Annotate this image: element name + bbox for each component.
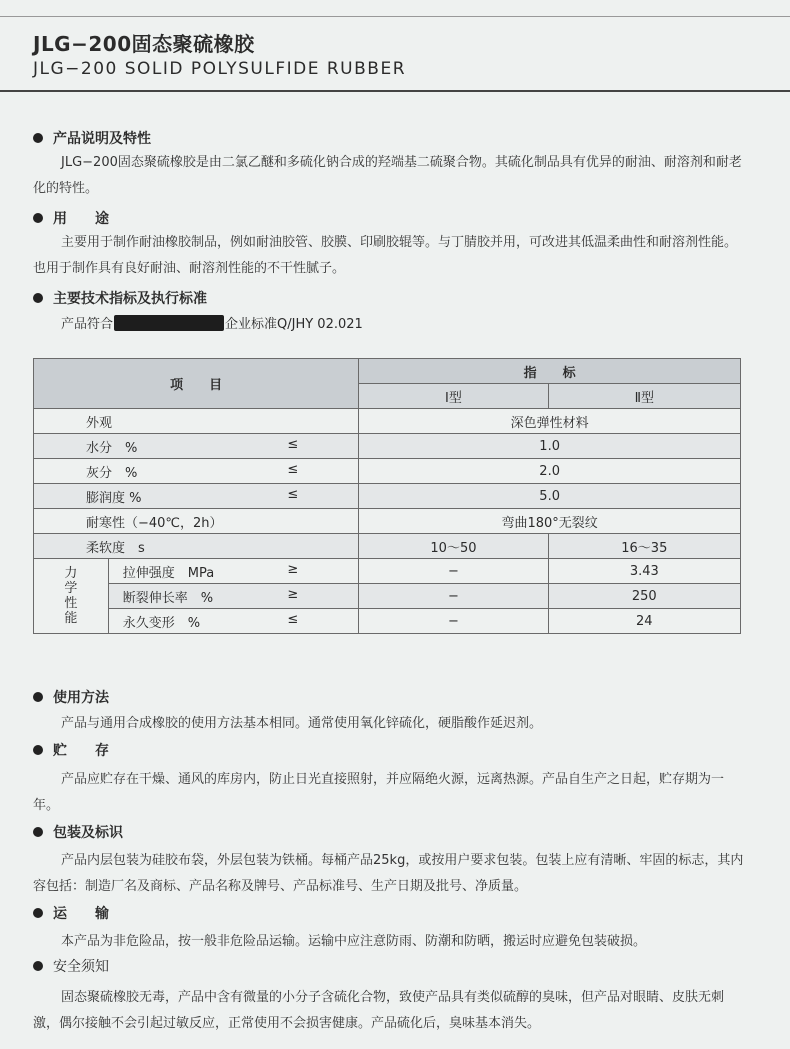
table-row: 灰分 % ≤ 2.0: [34, 459, 741, 484]
bullet-icon: [33, 692, 43, 702]
table-row: 水分 % ≤ 1.0: [34, 434, 741, 459]
section-use-heading: 用 途: [33, 208, 109, 228]
spec-table: [33, 358, 741, 634]
section-desc-text: JLG−200固态聚硫橡胶是由二氯乙醚和多硫化钠合成的羟端基二硫聚合物。其硫化制品具有优异的耐油、耐溶剂和耐老化的特性。: [33, 155, 742, 196]
head-type1: Ⅰ型: [359, 384, 548, 409]
section-desc-heading: 产品说明及特性: [33, 128, 151, 148]
table-row: 永久变形 % ≤ − 24: [34, 609, 741, 634]
section-package-text: 产品内层包装为硅胶布袋，外层包装为铁桶。每桶产品25kg，或按用户要求包装。包装上应有清晰、牢固的标志，其内容包括：制造厂名及商标、产品名称及牌号、产品标准号、生产日期及批号、净质量。: [33, 853, 744, 894]
table-row: 外观 深色弹性材料: [34, 409, 741, 434]
bullet-icon: [33, 293, 43, 303]
standard-line: 产品符合 企业标准Q/JHY 02.021: [61, 313, 363, 332]
bullet-icon: [33, 213, 43, 223]
section-safety-text: 固态聚硫橡胶无毒，产品中含有微量的小分子含硫化合物，致使产品具有类似硫醇的臭味，但产品对眼睛、皮肤无刺激，偶尔接触不会引起过敏反应，正常使用不会损害健康。产品硫化后，臭味基本消失。: [33, 990, 725, 1031]
title-english: JLG−200 SOLID POLYSULFIDE RUBBER: [33, 59, 407, 79]
bullet-icon: [33, 827, 43, 837]
bullet-icon: [33, 961, 43, 971]
section-package-heading: 包装及标识: [33, 822, 123, 842]
section-use-text: 主要用于制作耐油橡胶制品，例如耐油胶管、胶膜、印刷胶辊等。与丁腈胶并用，可改进其低温柔曲性和耐溶剂性能。也用于制作具有良好耐油、耐溶剂性能的不干性腻子。: [33, 235, 738, 276]
top-rule: [0, 16, 790, 17]
section-method-heading: 使用方法: [33, 687, 109, 707]
section-method-text: 产品与通用合成橡胶的使用方法基本相同。通常使用氧化锌硫化，硬脂酸作延迟剂。: [61, 716, 543, 731]
head-item: 项 目: [34, 359, 359, 409]
bullet-icon: [33, 745, 43, 755]
section-storage-text: 产品应贮存在干燥、通风的库房内，防止日光直接照射，并应隔绝火源，远离热源。产品自生产之日起，贮存期为一年。: [33, 772, 725, 813]
head-type2: Ⅱ型: [548, 384, 740, 409]
table-row: 力 学 性 能 拉伸强度 MPa ≥ − 3.43: [34, 559, 741, 584]
table-row: 断裂伸长率 % ≥ − 250: [34, 584, 741, 609]
mech-label: 力 学 性 能: [34, 559, 109, 634]
redaction-mark: [114, 315, 224, 331]
table-row: 柔软度 s 10～50 16～35: [34, 534, 741, 559]
bullet-icon: [33, 908, 43, 918]
header-rule: [0, 90, 790, 92]
table-row: 耐寒性（−40℃，2h） 弯曲180°无裂纹: [34, 509, 741, 534]
section-spec-heading: 主要技术指标及执行标准: [33, 288, 207, 308]
section-transport-heading: 运 输: [33, 903, 109, 923]
head-index: 指 标: [359, 359, 741, 384]
section-safety-heading: 安全须知: [33, 956, 109, 976]
section-storage-heading: 贮 存: [33, 740, 109, 760]
section-transport-text: 本产品为非危险品，按一般非危险品运输。运输中应注意防雨、防潮和防晒，搬运时应避免包装破损。: [61, 934, 647, 949]
bullet-icon: [33, 133, 43, 143]
title-chinese: JLG−200固态聚硫橡胶: [33, 32, 255, 56]
table-row: 膨润度 % ≤ 5.0: [34, 484, 741, 509]
